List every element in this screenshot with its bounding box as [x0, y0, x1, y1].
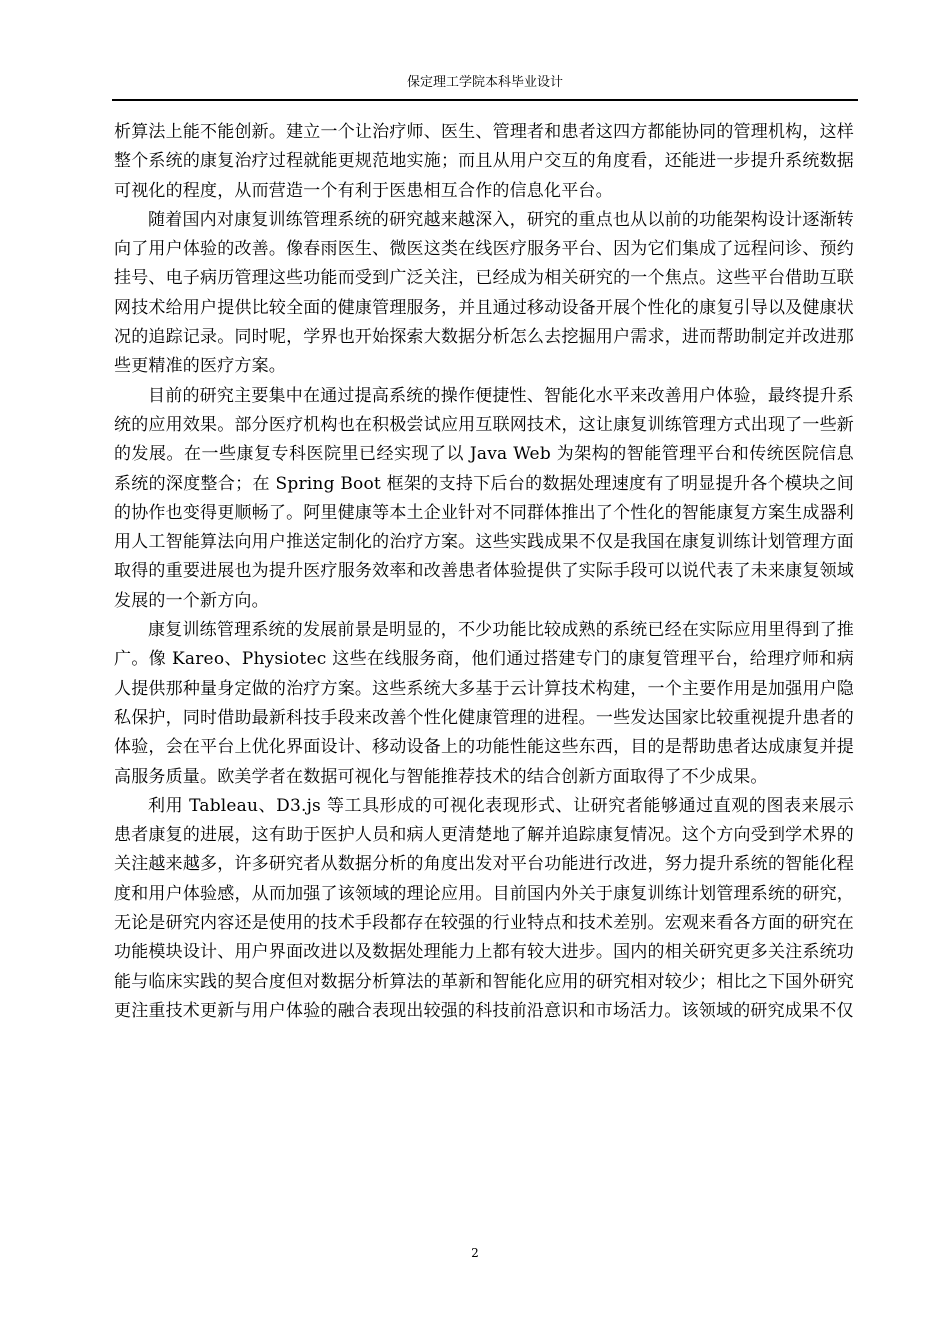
paragraph: 随着国内对康复训练管理系统的研究越来越深入，研究的重点也从以前的功能架构设计逐渐转向了用户体验的改善。像春雨医生、微医这类在线医疗服务平台、因为它们集成了远程问诊、预约挂号、电子病历管理这些功能而受到广泛关注，已经成为相关研究的一个焦点。这些平台借助互联网技术给用户提供比较全面的健康管理服务，并且通过移动设备开展个性化的康复引导以及健康状况的追踪记录。同时呢，学界也开始探索大数据分析怎么去挖掘用户需求，进而帮助制定并改进那些更精准的医疗方案。 [114, 209, 854, 377]
page-header: 保定理工学院本科毕业设计 [406, 75, 563, 90]
page-number: 2 [471, 1246, 479, 1260]
paragraph: 利用 Tableau、D3.js 等工具形成的可视化表现形式、让研究者能够通过直观的图表来展示患者康复的进展，这有助于医护人员和病人更清楚地了解并追踪康复情况。这个方向受到学术界的关注越来越多，许多研究者从数据分析的角度出发对平台功能进行改进，努力提升系统的智能化程度和用户体验感，从而加强了该领域的理论应用。目前国内外关于康复训练计划管理系统的研究，无论是研究内容还是使用的技术手段都存在较强的行业特点和技术差别。宏观来看各方面的研究在功能模块设计、用户界面改进以及数据处理能力上都有较大进步。国内的相关研究更多关注系统功能与临床实践的契合度但对数据分析算法的革新和智能化应用的研究相对较少；相比之下国外研究更注重技术更新与用户体验的融合表现出较强的科技前沿意识和市场活力。该领域的研究成果不仅 [114, 795, 854, 1021]
paragraph: 析算法上能不能创新。建立一个让治疗师、医生、管理者和患者这四方都能协同的管理机构，这样整个系统的康复治疗过程就能更规范地实施；而且从用户交互的角度看，还能进一步提升系统数据可视化的程度，从而营造一个有利于医患相互合作的信息化平台。 [114, 122, 854, 201]
body-text [114, 118, 854, 1026]
header-rule [112, 99, 858, 101]
paragraph: 康复训练管理系统的发展前景是明显的，不少功能比较成熟的系统已经在实际应用里得到了推广。像 Kareo、Physiotec 这些在线服务商，他们通过搭建专门的康复管理平台，给理疗师和病人提供那种量身定做的治疗方案。这些系统大多基于云计算技术构建，一个主要作用是加强用户隐私保护，同时借助最新科技手段来改善个性化健康管理的进程。一些发达国家比较重视提升患者的体验，会在平台上优化界面设计、移动设备上的功能性能这些东西，目的是帮助患者达成康复并提高服务质量。欧美学者在数据可视化与智能推荐技术的结合创新方面取得了不少成果。 [114, 620, 854, 787]
paragraph: 目前的研究主要集中在通过提高系统的操作便捷性、智能化水平来改善用户体验，最终提升系统的应用效果。部分医疗机构也在积极尝试应用互联网技术，这让康复训练管理方式出现了一些新的发展。在一些康复专科医院里已经实现了以 Java Web 为架构的智能管理平台和传统医院信息系统的深度整合；在 Spring Boot 框架的支持下后台的数据处理速度有了明显提升各个模块之间的协作也变得更顺畅了。阿里健康等本土企业针对不同群体推出了个性化的智能康复方案生成器利用人工智能算法向用户推送定制化的治疗方案。这些实践成果不仅是我国在康复训练计划管理方面取得的重要进展也为提升医疗服务效率和改善患者体验提供了实际手段可以说代表了未来康复领域发展的一个新方向。 [114, 385, 854, 611]
